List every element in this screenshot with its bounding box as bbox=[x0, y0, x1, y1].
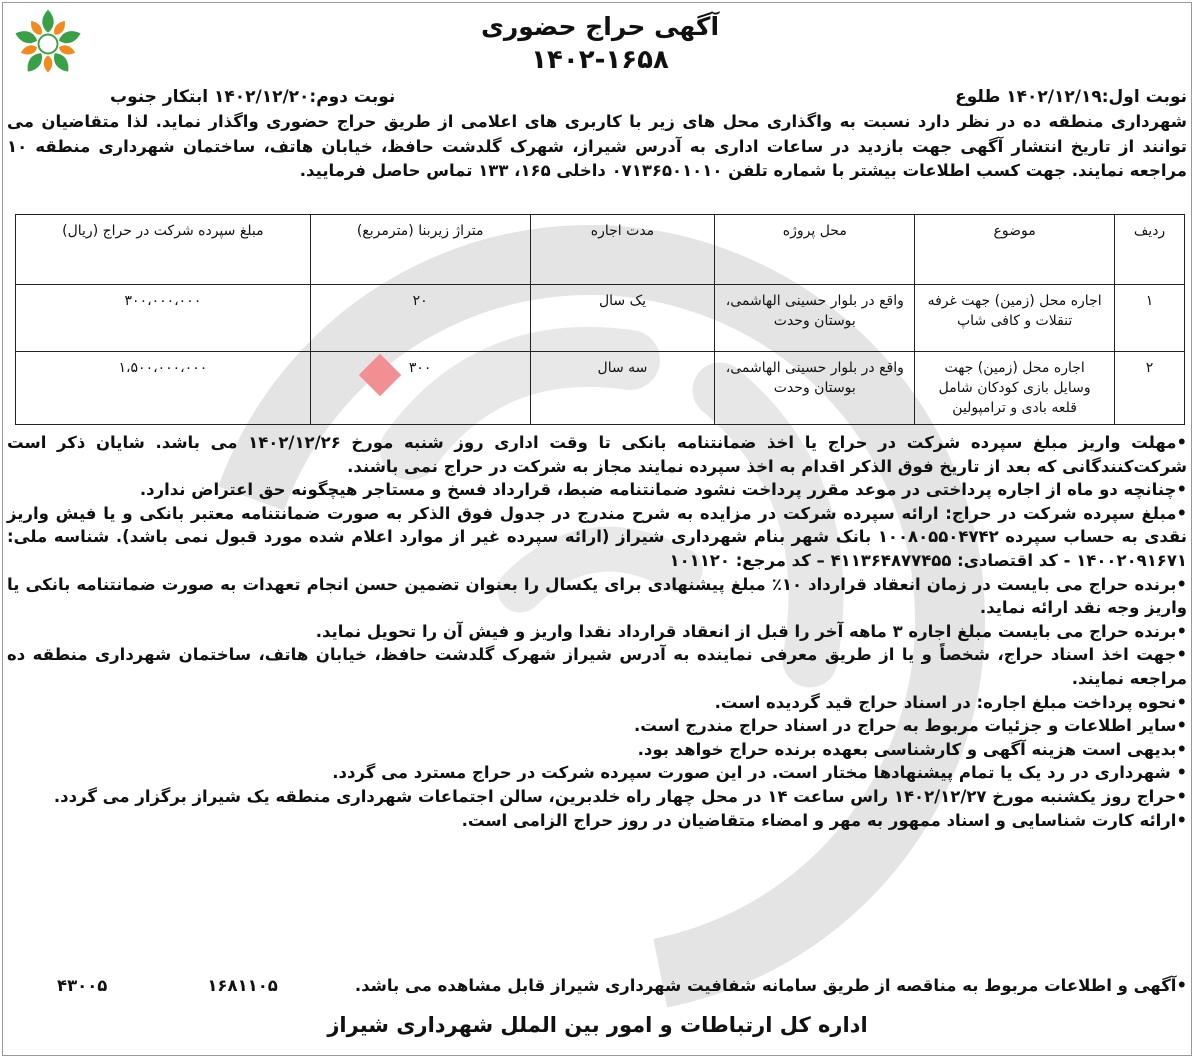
col-row: ردیف bbox=[1115, 215, 1185, 285]
table-row bbox=[16, 285, 1185, 352]
second-publication: نوبت دوم:۱۴۰۲/۱۲/۲۰ ابتکار جنوب bbox=[110, 87, 396, 107]
transparency-note: •آگهی و اطلاعات مربوط به مناقصه از طریق سامانه شفافیت شهرداری شیراز قابل مشاهده می باشد. bbox=[354, 976, 1187, 995]
cell-area: ۳۰۰ bbox=[310, 352, 530, 425]
condition-item: •ارائه کارت شناسایی و اسناد ممهور به مهر و امضاء متقاضیان در روز حراج الزامی است. bbox=[461, 810, 1187, 830]
conditions-list bbox=[7, 431, 1187, 832]
footer-code-1: ۱۶۸۱۱۰۵ bbox=[207, 976, 278, 995]
auction-table bbox=[15, 214, 1185, 425]
first-publication: نوبت اول:۱۴۰۲/۱۲/۱۹ طلوع bbox=[955, 87, 1187, 107]
condition-item: •برنده حراج می بایست مبلغ اجاره ۳ ماهه آخر را قبل از انعقاد قرارداد نقدا واریز و فیش آن را تحویل نماید. bbox=[315, 621, 1187, 641]
condition-item: • شهرداری در رد یک یا تمام پیشنهادها مختار است. در این صورت سپرده شرکت در حراج مسترد می گردد. bbox=[332, 763, 1187, 783]
footer-code-2: ۴۳۰۰۵ bbox=[57, 976, 108, 995]
cell-row-number: ۲ bbox=[1115, 352, 1185, 425]
condition-item: •چنانچه دو ماه از اجاره پرداختی در موعد مقرر پرداخت نشود ضمانتنامه ضبط، قرارداد فسخ و مستاجر هیچگونه حق اعتراض ندارد. bbox=[139, 480, 1187, 500]
condition-item: •مبلغ سپرده شرکت در حراج: ارائه سپرده شرکت در مزایده به شرح مندرج در جدول فوق الذکر به صورت ضمانتنامه معتبر بانکی و یا فیش واریز نقدی به حساب سپرده ۱۰۰۸۰۵۵۰۴۷۴۲ بانک شهر بنام شهرداری شیراز (ارائه سپرده غیر از موارد اعلام شده مورد قبول نمی باشد). شناسه ملی: ۱۴۰۰۲۰۹۱۶۷۱ - کد اقتصادی: ۴۱۱۳۶۴۸۷۷۴۵۵ – کد مرجع: ۱۰۱۱۲۰ bbox=[7, 503, 1188, 570]
cell-location: واقع در بلوار حسینی الهاشمی، بوستان وحدت bbox=[715, 352, 915, 425]
cell-area: ۲۰ bbox=[310, 285, 530, 352]
cell-term: سه سال bbox=[530, 352, 715, 425]
cell-deposit: ۳۰۰،۰۰۰،۰۰۰ bbox=[16, 285, 311, 352]
cell-term: یک سال bbox=[530, 285, 715, 352]
condition-item: •مهلت واریز مبلغ سپرده شرکت در حراج یا اخذ ضمانتنامه بانکی تا وقت اداری روز شنبه مورخ ۱۴۰۲/۱۲/۲۶ می باشد. شایان ذکر است شرکت‌کنندگانی که بعد از تاریخ فوق الذکر اقدام به اخذ سپرده نمایند مجاز به شرکت در حراج نمی باشند. bbox=[7, 433, 1187, 476]
publication-dates bbox=[110, 86, 1187, 108]
cell-deposit: ۱،۵۰۰،۰۰۰،۰۰۰ bbox=[16, 352, 311, 425]
table-row bbox=[16, 352, 1185, 425]
notice-code: ۱۴۰۲-۱۶۵۸ bbox=[531, 45, 669, 75]
municipality-logo bbox=[10, 6, 86, 82]
cell-row-number: ۱ bbox=[1115, 285, 1185, 352]
cell-subject: اجاره محل (زمین) جهت غرفه تنقلات و کافی شاپ bbox=[915, 285, 1115, 352]
cell-subject: اجاره محل (زمین) جهت وسایل بازی کودکان شامل قلعه بادی و ترامپولین bbox=[915, 352, 1115, 425]
condition-item: •جهت اخذ اسناد حراج، شخصاً و یا از طریق معرفی نماینده به آدرس شیراز شهرک گلدشت حافظ، خیابان هاتف، ساختمان شهرداری منطقه ده مراجعه نمایند. bbox=[7, 645, 1187, 688]
col-subject: موضوع bbox=[915, 215, 1115, 285]
col-location: محل پروژه bbox=[715, 215, 915, 285]
footer-row bbox=[7, 974, 1187, 998]
intro-paragraph: شهرداری منطقه ده در نظر دارد نسبت به واگذاری محل های زیر با کاربری های اعلامی از طریق حراج حضوری واگذار نماید. لذا متقاضیان می توانند از تاریخ انتشار آگهی جهت بازدید در ساعات اداری به آدرس شیراز، شهرک گلدشت حافظ، خیابان هاتف، ساختمان شهرداری منطقه ۱۰ مراجعه نمایند. جهت کسب اطلاعات بیشتر با شماره تلفن ۰۷۱۳۶۵۰۱۰۱۰ داخلی ۱۶۵، ۱۳۳ تماس حاصل فرمایید. bbox=[7, 112, 1187, 180]
col-term: مدت اجاره bbox=[530, 215, 715, 285]
condition-item: •سایر اطلاعات و جزئیات مربوط به حراج در اسناد حراج مندرج است. bbox=[633, 716, 1187, 736]
condition-item: •بدیهی است هزینه آگهی و کارشناسی بعهده برنده حراج خواهد بود. bbox=[637, 739, 1187, 759]
condition-item: •نحوه پرداخت مبلغ اجاره: در اسناد حراج قید گردیده است. bbox=[714, 692, 1187, 712]
condition-item: •برنده حراج می بایست در زمان انعقاد قرارداد ۱۰٪ مبلغ پیشنهادی برای یکسال را بعنوان تضمین حسن انجام تعهدات به صورت ضمانتنامه بانکی یا واریز وجه نقد ارائه نماید. bbox=[7, 574, 1187, 618]
table-header-row bbox=[16, 215, 1185, 285]
col-deposit: مبلغ سپرده شرکت در حراج (ریال) bbox=[16, 215, 311, 285]
issuer-signature: اداره کل ارتباطات و امور بین الملل شهرداری شیراز bbox=[327, 1013, 868, 1037]
footer-codes bbox=[7, 974, 278, 998]
cell-location: واقع در بلوار حسینی الهاشمی، بوستان وحدت bbox=[715, 285, 915, 352]
notice-title: آگهی حراج حضوری bbox=[480, 12, 720, 41]
col-area: متراژ زیربنا (مترمربع) bbox=[310, 215, 530, 285]
condition-item: •حراج روز یکشنبه مورخ ۱۴۰۲/۱۲/۲۷ راس ساعت ۱۴ در محل چهار راه خلدبرین، سالن اجتماعات شهرداری منطقه یک شیراز برگزار می گردد. bbox=[53, 786, 1187, 806]
